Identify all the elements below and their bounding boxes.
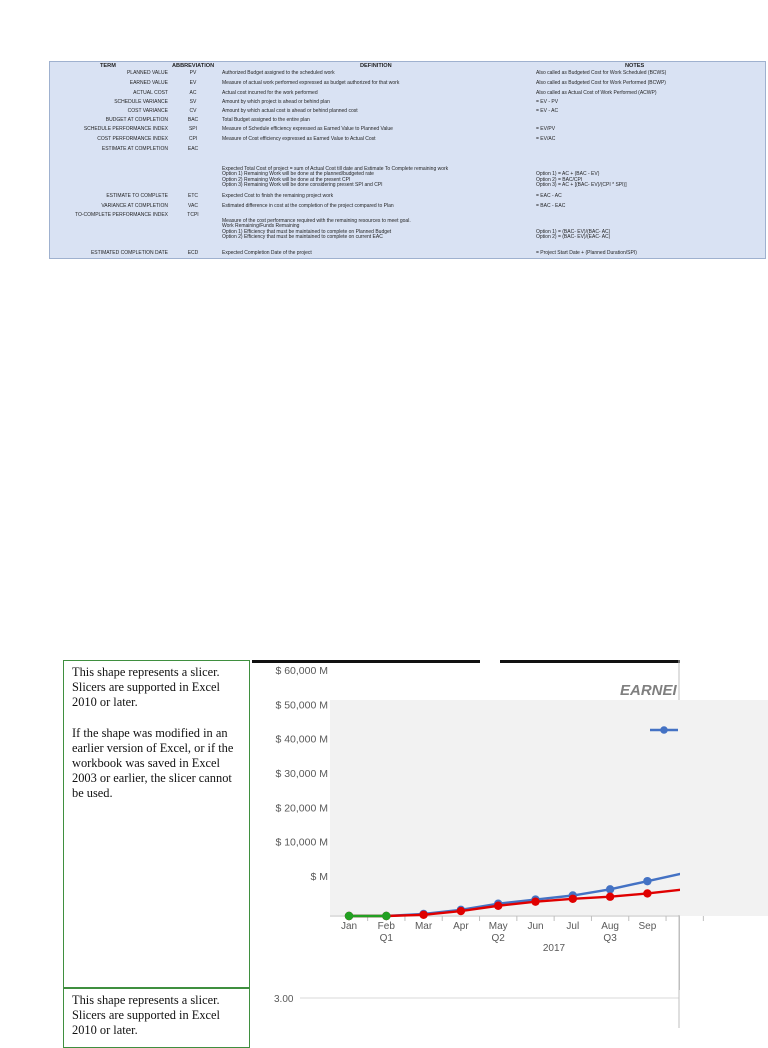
chart-top-strip (252, 660, 480, 663)
slicer-placeholder[interactable] (63, 660, 250, 988)
glossary-def-cell: Actual cost incurred for the work performed (222, 90, 318, 96)
glossary-def-cell: Amount by which actual cost is ahead or behind planned cost (222, 108, 358, 114)
glossary-def-cell: Expected Cost to finish the remaining project work (222, 193, 334, 199)
glossary-def-cell: Measure of Schedule efficiency expressed as Earned Value to Planned Value (222, 126, 393, 132)
glossary-term-cell: ESTIMATED COMPLETION DATE (90, 250, 168, 256)
glossary-term-cell: EARNED VALUE (129, 80, 168, 86)
glossary-note-cell: Also called as Actual Cost of Work Performed (ACWP) (536, 90, 657, 96)
y-tick-label: $ 30,000 M (275, 768, 328, 780)
glossary-def-cell: Expected Total Cost of project = sum of Actual Cost till date and Estimate To Complete remaining work Option 1) Remaining Work will be done at the planned/budgeted rate Option 2) Remaining Work will be done at the present CPI Option 3) Remaining Work will be done considering present SPI and CPI (222, 166, 449, 189)
glossary-term-cell: ESTIMATE AT COMPLETION (101, 146, 168, 152)
glossary-note-cell: = EAC - AC (536, 193, 562, 199)
quarter-label: Q2 (491, 933, 505, 944)
y-tick-label: 3.00 (274, 994, 294, 1005)
glossary-term-cell: VARIANCE AT COMPLETION (101, 203, 168, 209)
slicer-message: This shape represents a slicer. Slicers are supported in Excel 2010 or later. (72, 993, 220, 1038)
y-tick-label: $ 10,000 M (275, 836, 328, 849)
glossary-abbr-cell: ECD (187, 250, 199, 256)
glossary-def-cell: Expected Completion Date of the project (222, 250, 312, 256)
glossary-note-cell: = EV - PV (536, 99, 559, 105)
performance-index-chart[interactable] (252, 988, 680, 1028)
quarter-label: Q3 (603, 933, 617, 944)
quarter-label: Q1 (379, 933, 393, 944)
slicer-placeholder[interactable] (63, 988, 250, 1048)
glossary-term-cell: BUDGET AT COMPLETION (105, 117, 168, 123)
header-term: TERM (100, 63, 116, 69)
glossary-note-cell: = Project Start Date + (Planned Duration/SPI) (536, 250, 637, 256)
glossary-def-cell: Measure of the cost performance required with the remaining resources to meet goal. Work Remaining/Funds Remaining Option 1) Efficiency that must be maintained to complete on Planned Budget Option 2) Efficiency that must be maintained to complete on current EAC (222, 218, 411, 241)
y-tick-label: $ M (310, 871, 328, 883)
glossary-def-cell: Estimated difference in cost at the completion of the project compared to Plan (222, 203, 394, 209)
x-tick-label: Jun (527, 921, 544, 932)
glossary-abbr-cell: CPI (188, 136, 198, 142)
year-label: 2017 (542, 943, 566, 954)
glossary-note-cell: Also called as Budgeted Cost for Work Performed (BCWP) (536, 80, 666, 86)
glossary-abbr-cell: BAC (187, 117, 199, 123)
glossary-note-cell: = BAC - EAC (536, 203, 566, 209)
x-tick-label: Mar (414, 921, 433, 932)
glossary-def-cell: Measure of Cost efficiency expressed as Earned Value to Actual Cost (222, 136, 376, 142)
glossary-term-cell: TO-COMPLETE PERFORMANCE INDEX (75, 212, 168, 218)
x-tick-label: Jan (340, 921, 358, 932)
x-tick-label: Feb (377, 921, 395, 932)
glossary-abbr-cell: CV (189, 108, 197, 114)
glossary-abbr-cell: SPI (188, 126, 198, 132)
slicer-message: If the shape was modified in an earlier version of Excel, or if the workbook was saved in Excel 2003 or earlier, the slicer cannot be used. (72, 725, 234, 801)
glossary-abbr-cell: AC (189, 90, 197, 96)
glossary-term-cell: ACTUAL COST (133, 90, 168, 96)
chart-title: EARNEI (620, 682, 677, 699)
glossary-term-cell: PLANNED VALUE (126, 70, 168, 76)
glossary-abbr-cell: EAC (187, 146, 199, 152)
x-tick-label: Sep (638, 921, 657, 932)
glossary-note-cell: Option 1) = AC + (BAC - EV) Option 2) = BAC/CPI Option 3) = AC + [(BAC- EV)/(CPI * SPI)] (536, 171, 627, 189)
y-tick-label: $ 20,000 M (275, 802, 328, 815)
x-tick-label: Jul (566, 921, 580, 932)
header-definition: DEFINITION (360, 63, 392, 69)
chart-top-strip (500, 660, 680, 663)
slicer-message: This shape represents a slicer. Slicers are supported in Excel 2010 or later. (72, 665, 220, 710)
glossary-note-cell: = EV - AC (536, 108, 559, 114)
header-notes: NOTES (625, 63, 645, 69)
glossary-def-cell: Measure of actual work performed expressed as budget authorized for that work (222, 80, 400, 86)
glossary-abbr-cell: TCPI (187, 212, 199, 218)
y-tick-label: $ 60,000 M (275, 665, 328, 677)
header-abbreviation: ABBREVIATION (172, 63, 215, 69)
glossary-term-cell: SCHEDULE VARIANCE (114, 99, 168, 105)
glossary-abbr-cell: ETC (188, 193, 198, 199)
glossary-note-cell: Also called as Budgeted Cost for Work Scheduled (BCWS) (536, 70, 667, 76)
chart2-svg (252, 988, 680, 1028)
glossary-def-cell: Total Budget assigned to the entire plan (222, 117, 310, 123)
y-tick-label: $ 40,000 M (275, 733, 328, 746)
x-tick-label: May (488, 921, 508, 932)
glossary-term-cell: COST VARIANCE (127, 108, 168, 114)
glossary-def-cell: Amount by which project is ahead or behind plan (222, 99, 330, 105)
glossary-abbr-cell: EV (189, 80, 197, 86)
glossary-abbr-cell: SV (189, 99, 197, 105)
glossary-def-cell: Authorized Budget assigned to the scheduled work (222, 70, 335, 76)
glossary-term-cell: COST PERFORMANCE INDEX (97, 136, 168, 142)
glossary-term-cell: ESTIMATE TO COMPLETE (106, 193, 168, 199)
glossary-note-cell: = EV/AC (536, 136, 556, 142)
glossary-note-cell: = EV/PV (536, 126, 556, 132)
overlay-panel (330, 700, 768, 915)
x-tick-label: Apr (453, 921, 469, 932)
x-tick-label: Aug (601, 921, 619, 932)
glossary-table (49, 61, 766, 259)
glossary-note-cell: Option 1) = (BAC- EV)/(BAC- AC) Option 2) = (BAC- EV)/(EAC- AC) (536, 228, 611, 241)
glossary-abbr-cell: PV (189, 70, 197, 76)
glossary-abbr-cell: VAC (188, 203, 198, 209)
y-tick-label: $ 50,000 M (275, 699, 328, 712)
glossary-term-cell: SCHEDULE PERFORMANCE INDEX (83, 126, 168, 132)
